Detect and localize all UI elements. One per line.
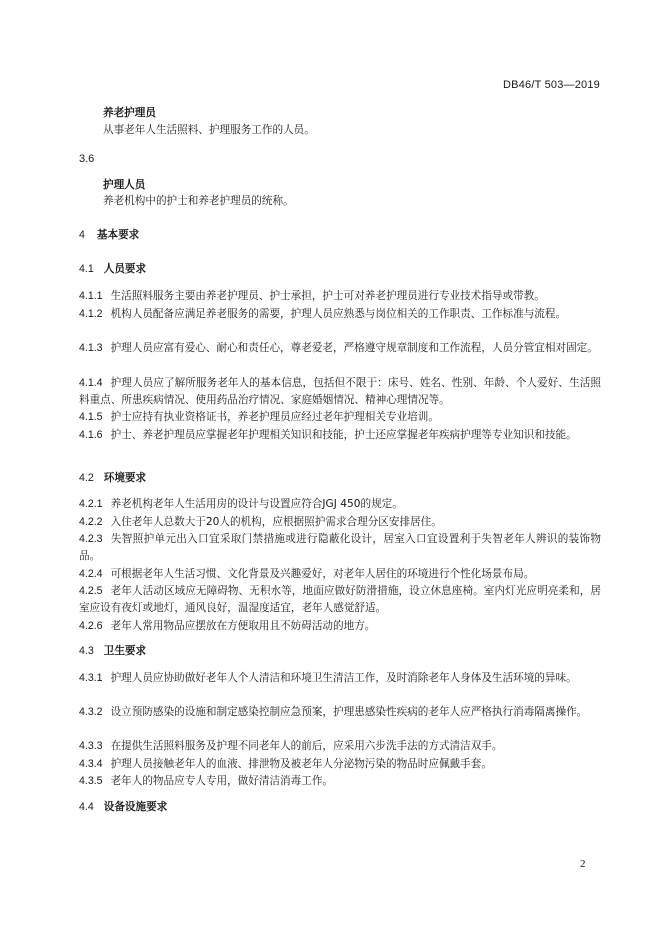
clause-text: 护理人员应协助做好老年人个人清洁和环境卫生清洁工作，及时消除老年人身体及生活环境的异味。 — [110, 672, 577, 684]
clause — [79, 773, 601, 790]
clause-number: 4.1.5 — [79, 411, 103, 423]
clause-text: 护士、养老护理员应掌握老年护理相关知识和技能，护士还应掌握老年疾病护理等专业知识和技能。 — [110, 429, 577, 441]
subsection-4-1-heading — [79, 261, 146, 278]
clause — [79, 514, 601, 531]
clause-text: 护理人员应富有爱心、耐心和责任心，尊老爱老，严格遵守规章制度和工作流程，人员分管宜相对固定。 — [110, 342, 598, 354]
clause-number: 4.1.4 — [79, 377, 103, 389]
clause-text: 设立预防感染的设施和制定感染控制应急预案，护理患感染性疾病的老年人应严格执行消毒隔离操作。 — [110, 706, 588, 718]
clause — [79, 704, 601, 721]
clause-text: 在提供生活照料服务及护理不同老年人的前后，应采用六步洗手法的方式清洁双手。 — [110, 740, 503, 752]
clause — [79, 409, 601, 426]
clause-text: 机构人员配备应满足养老服务的需要，护理人员应熟悉与岗位相关的工作职责、工作标准与流程。 — [110, 308, 567, 320]
clause-number: 4.2.5 — [79, 585, 103, 597]
subsection-title: 人员要求 — [103, 263, 147, 275]
clause — [79, 566, 601, 583]
clause-number: 4.3.3 — [79, 740, 103, 752]
clause-text: 护士应持有执业资格证书，养老护理员应经过老年护理相关专业培训。 — [110, 411, 439, 423]
standard-code: DB46/T 503—2019 — [503, 79, 600, 91]
clause-number: 4.3.4 — [79, 758, 103, 770]
clause-number: 4.1.1 — [79, 290, 103, 302]
clause-number: 4.1.6 — [79, 429, 103, 441]
clause — [79, 427, 601, 444]
subsection-title: 卫生要求 — [103, 645, 147, 657]
clause-text: 老年人常用物品应摆放在方便取用且不妨碍活动的地方。 — [110, 620, 376, 632]
clause-number: 4.1.3 — [79, 342, 103, 354]
subsection-4-2-heading — [79, 470, 146, 487]
clause-number: 4.3.2 — [79, 706, 103, 718]
clause — [79, 618, 601, 635]
subsection-title: 环境要求 — [103, 472, 147, 484]
clause-text: 入住老年人总数大于20人的机构，应根据照护需求合理分区安排居住。 — [110, 516, 442, 528]
term-3-5-title: 养老护理员 — [103, 107, 156, 119]
clause-text: 生活照料服务主要由养老护理员、护士承担，护士可对养老护理员进行专业技术指导或带教。 — [110, 290, 545, 302]
section-number: 4 — [79, 229, 85, 241]
clause-number: 4.2.2 — [79, 516, 103, 528]
clause-text: 护理人员接触老年人的血液、排泄物及被老年人分泌物污染的物品时应佩戴手套。 — [110, 758, 492, 770]
clause — [79, 738, 601, 755]
clause-text: 老年人活动区域应无障碍物、无积水等，地面应做好防滑措施，设立休息座椅。室内灯光应明亮柔和，居室应设有夜灯或地灯，通风良好，温湿度适宜，老年人感觉舒适。 — [79, 585, 601, 614]
clause-text: 老年人的物品应专人专用，做好清洁消毒工作。 — [110, 775, 334, 787]
subsection-4-3-heading — [79, 643, 146, 660]
clause-number: 4.2.4 — [79, 568, 103, 580]
term-3-6-number: 3.6 — [79, 153, 95, 165]
section-title: 基本要求 — [96, 229, 140, 241]
clause — [79, 340, 601, 357]
page-number: 2 — [580, 858, 586, 870]
clause — [79, 531, 601, 564]
clause-text: 护理人员应了解所服务老年人的基本信息，包括但不限于：床号、姓名、性别、年龄、个人爱好、生活照料重点、所患疾病情况、使用药品治疗情况、家庭婚姻情况、精神心理情况等。 — [79, 377, 601, 406]
subsection-number: 4.3 — [79, 645, 94, 657]
clause-number: 4.1.2 — [79, 308, 103, 320]
clause — [79, 306, 601, 323]
section-4-heading — [79, 227, 139, 244]
clause-text: 失智照护单元出入口宜采取门禁措施或进行隐蔽化设计，居室入口宜设置利于失智老年人辨识的装饰物品。 — [79, 533, 601, 562]
clause — [79, 288, 601, 305]
term-3-6-title: 护理人员 — [103, 179, 146, 191]
clause — [79, 583, 601, 616]
clause — [79, 670, 601, 687]
term-3-5-definition: 从事老年人生活照料、护理服务工作的人员。 — [103, 124, 315, 136]
subsection-number: 4.1 — [79, 263, 94, 275]
clause-number: 4.3.5 — [79, 775, 103, 787]
subsection-4-4-heading — [79, 799, 167, 816]
subsection-number: 4.2 — [79, 472, 94, 484]
clause — [79, 496, 601, 513]
clause-text: 养老机构老年人生活用房的设计与设置应符合JGJ 450的规定。 — [110, 498, 403, 510]
clause-text: 可根据老年人生活习惯、文化背景及兴趣爱好，对老年人居住的环境进行个性化场景布局。 — [110, 568, 535, 580]
subsection-number: 4.4 — [79, 801, 94, 813]
clause-number: 4.2.6 — [79, 620, 103, 632]
term-3-6-definition: 养老机构中的护士和养老护理员的统称。 — [103, 195, 294, 207]
clause-number: 4.2.3 — [79, 533, 103, 545]
clause — [79, 756, 601, 773]
clause — [79, 375, 601, 408]
clause-number: 4.3.1 — [79, 672, 103, 684]
subsection-title: 设备设施要求 — [103, 801, 168, 813]
clause-number: 4.2.1 — [79, 498, 103, 510]
